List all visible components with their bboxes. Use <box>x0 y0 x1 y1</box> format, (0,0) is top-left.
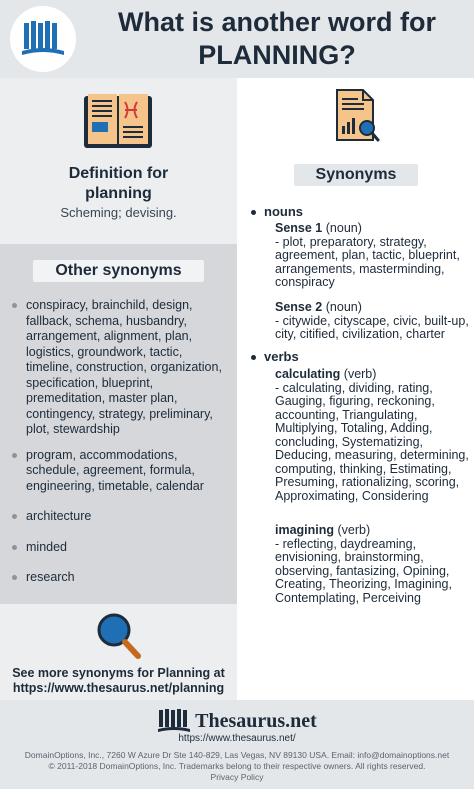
definition-title-word: planning <box>85 185 152 202</box>
footer <box>0 700 474 789</box>
other-synonyms-title: Other synonyms <box>33 260 204 282</box>
other-synonym-text[interactable]: conspiracy, brainchild, design, fallback, schema, husbandry, arrangement, alignment, plan, logistics, groundwork, tactic, timeline, construction, organization, specification, blueprint, premeditation, master plan, contingency, strategy, preliminary, plot, stewardship <box>26 298 222 436</box>
more-synonyms-line-1: See more synonyms for Planning at <box>12 666 225 680</box>
title-line-1: What is another word for <box>117 7 436 37</box>
other-synonym-group <box>12 448 227 495</box>
sense-synonyms[interactable]: - citywide, cityscape, civic, built-up, city, citified, civilization, charter <box>275 313 469 341</box>
other-synonym-text[interactable]: architecture <box>26 509 92 523</box>
bullet-dot <box>12 575 17 580</box>
sense-block <box>275 222 470 290</box>
document-chart-icon <box>333 88 381 149</box>
other-synonym-group <box>12 540 227 556</box>
sense-synonyms[interactable]: - calculating, dividing, rating, Gauging, figuring, reckoning, accounting, Triangulating, Multiplying, Totaling, Adding, concluding, Systematizing, Deducing, measuring, determining, computing, thinking, Estimating, Presuming, rationalizing, scoring, Approximating, Considering <box>275 380 469 503</box>
bullet-dot <box>12 453 17 458</box>
privacy-policy-link[interactable]: Privacy Policy <box>210 772 264 782</box>
open-book-icon <box>82 90 154 157</box>
other-synonym-group <box>12 509 227 525</box>
sense-tag: (verb) <box>343 367 377 381</box>
pos-heading-verbs <box>251 349 299 364</box>
legal-text <box>0 750 474 783</box>
sense-name: calculating <box>275 367 341 381</box>
sense-synonyms[interactable]: - plot, preparatory, strategy, agreement, plan, tactic, blueprint, arrangements, masterminding, conspiracy <box>275 234 460 289</box>
sense-name: imagining <box>275 523 335 537</box>
pos-label: verbs <box>264 349 299 364</box>
sense-tag: (noun) <box>325 221 362 235</box>
sense-block <box>275 301 470 342</box>
sense-tag: (verb) <box>337 523 371 537</box>
other-synonym-group <box>12 570 227 586</box>
legal-copyright: © 2011-2018 DomainOptions, Inc. Trademarks belong to their respective owners. All rights reserved. <box>48 761 426 771</box>
more-synonyms-link[interactable] <box>0 666 237 696</box>
bullet-dot <box>12 303 17 308</box>
synonyms-title: Synonyms <box>294 164 418 186</box>
more-synonyms-url: https://www.thesaurus.net/planning <box>12 681 225 695</box>
sense-name: Sense 1 <box>275 221 323 235</box>
definition-panel <box>0 78 237 244</box>
pos-heading-nouns <box>251 204 303 219</box>
other-synonym-text[interactable]: minded <box>26 539 67 554</box>
definition-title <box>0 164 237 204</box>
sense-heading <box>275 301 470 315</box>
other-synonym-text[interactable]: program, accommodations, schedule, agreement, formula, engineering, timetable, calendar <box>26 447 204 493</box>
more-synonyms-panel <box>0 604 237 700</box>
brand-name: Thesaurus.net <box>195 709 317 732</box>
books-logo-icon <box>20 19 66 59</box>
header <box>0 0 474 78</box>
sense-block <box>275 524 470 605</box>
pos-label: nouns <box>264 204 303 219</box>
other-synonym-text[interactable]: research <box>26 570 75 584</box>
sense-heading <box>275 524 470 538</box>
bullet-dot <box>12 545 17 550</box>
sense-synonyms[interactable]: - reflecting, daydreaming, envisioning, brainstorming, observing, fantasizing, Opining, Creating, Theorizing, Imagining, Contemplating, Perceiving <box>275 536 452 605</box>
footer-brand[interactable] <box>0 708 474 734</box>
other-synonyms-list <box>12 298 227 586</box>
title-line-2: PLANNING? <box>198 40 356 70</box>
site-logo[interactable] <box>10 6 76 72</box>
sense-heading <box>275 222 470 236</box>
sense-name: Sense 2 <box>275 300 323 314</box>
sense-heading <box>275 368 470 382</box>
definition-text: Scheming; devising. <box>60 205 177 220</box>
definition-title-line-1: Definition for <box>68 165 169 182</box>
brand-url[interactable]: https://www.thesaurus.net/ <box>178 733 296 744</box>
bullet-dot <box>12 514 17 519</box>
bullet-dot <box>251 210 256 215</box>
sense-tag: (noun) <box>325 300 362 314</box>
magnifier-icon <box>96 612 142 665</box>
books-logo-icon <box>157 708 191 734</box>
synonyms-panel <box>237 78 474 700</box>
sense-block <box>275 368 470 503</box>
legal-address: DomainOptions, Inc., 7260 W Azure Dr Ste 140-829, Las Vegas, NV 89130 USA. Email: info@domainoptions.net <box>24 750 450 760</box>
other-synonyms-panel <box>0 244 237 604</box>
other-synonym-group <box>12 298 227 438</box>
page-title <box>90 6 464 72</box>
bullet-dot <box>251 355 256 360</box>
